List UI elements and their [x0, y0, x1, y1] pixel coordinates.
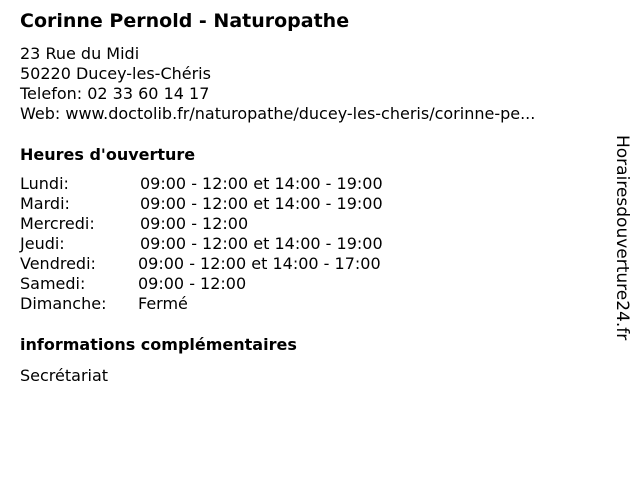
day-hours: 09:00 - 12:00 [140, 214, 249, 233]
website-link[interactable]: Web: www.doctolib.fr/naturopathe/ducey-les-cheris/corinne-pe... [20, 104, 536, 123]
address-street: 23 Rue du Midi [20, 44, 140, 63]
day-label: Vendredi: [20, 254, 96, 273]
address-city: 50220 Ducey-les-Chéris [20, 64, 211, 83]
phone-number: Telefon: 02 33 60 14 17 [20, 84, 210, 103]
day-hours: 09:00 - 12:00 et 14:00 - 19:00 [140, 174, 383, 193]
day-label: Jeudi: [20, 234, 65, 253]
site-watermark: Horairesdouverture24.fr [612, 135, 632, 341]
day-hours: 09:00 - 12:00 [138, 274, 247, 293]
day-hours: 09:00 - 12:00 et 14:00 - 17:00 [138, 254, 381, 273]
day-label: Lundi: [20, 174, 69, 193]
day-label: Mardi: [20, 194, 70, 213]
opening-hours-heading: Heures d'ouverture [20, 145, 196, 164]
day-hours: Fermé [138, 294, 188, 313]
day-label: Mercredi: [20, 214, 95, 233]
page-title: Corinne Pernold - Naturopathe [20, 10, 350, 32]
day-hours: 09:00 - 12:00 et 14:00 - 19:00 [140, 194, 383, 213]
day-label: Samedi: [20, 274, 86, 293]
additional-info-text: Secrétariat [20, 366, 109, 385]
day-label: Dimanche: [20, 294, 107, 313]
additional-info-heading: informations complémentaires [20, 335, 297, 354]
day-hours: 09:00 - 12:00 et 14:00 - 19:00 [140, 234, 383, 253]
